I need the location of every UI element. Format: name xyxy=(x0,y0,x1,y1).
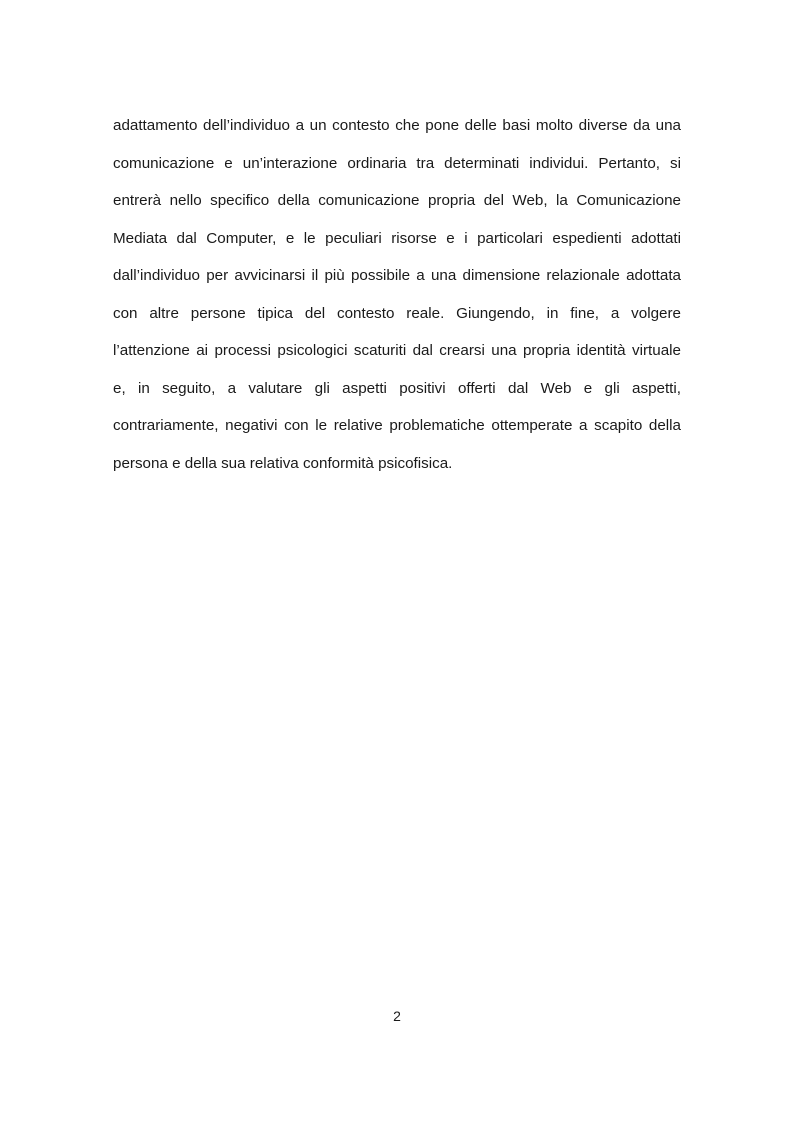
paragraph-line: l’attenzione ai processi psicologici scaturiti dal crearsi una propria identità virtuale xyxy=(113,342,681,359)
paragraph-line: persona e della sua relativa conformità psicofisica. xyxy=(113,454,453,472)
paragraph-line: dall’individuo per avvicinarsi il più possibile a una dimensione relazionale adottata xyxy=(113,267,681,284)
paragraph-line: Mediata dal Computer, e le peculiari risorse e i particolari espedienti adottati xyxy=(113,229,681,247)
paragraph-line: contrariamente, negativi con le relative problematiche ottemperate a scapito della xyxy=(113,417,681,434)
page-number: 2 xyxy=(393,1008,401,1024)
paragraph-line: con altre persone tipica del contesto reale. Giungendo, in fine, a volgere xyxy=(113,304,681,322)
paragraph-line: e, in seguito, a valutare gli aspetti positivi offerti dal Web e gli aspetti, xyxy=(113,379,681,397)
paragraph-line: entrerà nello specifico della comunicazione propria del Web, la Comunicazione xyxy=(113,192,681,209)
body-paragraph xyxy=(113,107,681,482)
paragraph-line: adattamento dell’individuo a un contesto che pone delle basi molto diverse da una xyxy=(113,117,681,134)
paragraph-line: comunicazione e un’interazione ordinaria tra determinati individui. Pertanto, si xyxy=(113,154,681,172)
